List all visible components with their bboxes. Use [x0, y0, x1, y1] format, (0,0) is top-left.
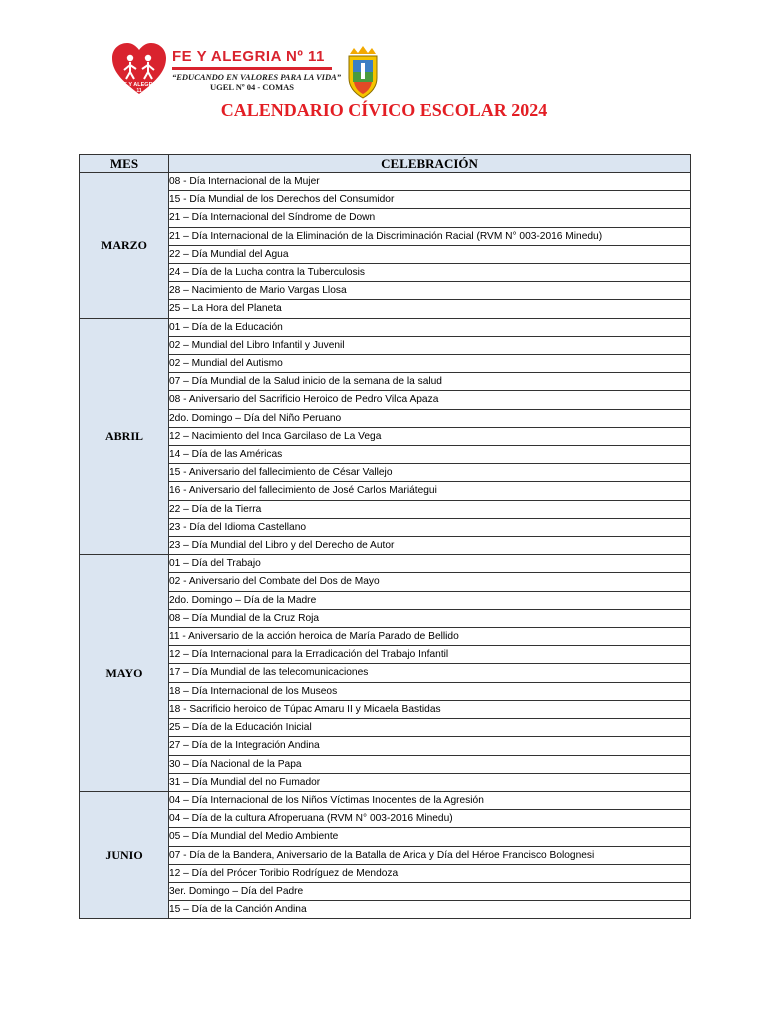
table-header-row — [80, 155, 691, 173]
event-cell: 12 – Día Internacional para la Erradicación del Trabajo Infantil — [169, 646, 691, 664]
event-cell: 08 – Día Mundial de la Cruz Roja — [169, 609, 691, 627]
table-row — [80, 791, 691, 809]
table-row — [80, 828, 691, 846]
event-cell: 21 – Día Internacional de la Eliminación de la Discriminación Racial (RVM N° 003-2016 Minedu) — [169, 227, 691, 245]
column-header-mes: MES — [80, 155, 169, 173]
table-row — [80, 664, 691, 682]
page-header — [0, 0, 768, 150]
table-row — [80, 191, 691, 209]
column-header-celebracion: CELEBRACIÓN — [169, 155, 691, 173]
event-cell: 05 – Día Mundial del Medio Ambiente — [169, 828, 691, 846]
event-cell: 01 – Día del Trabajo — [169, 555, 691, 573]
logo-number: 11 — [136, 88, 142, 94]
table-row — [80, 700, 691, 718]
event-cell: 23 - Día del Idioma Castellano — [169, 518, 691, 536]
fe-y-alegria-heart-logo — [110, 42, 168, 96]
event-cell: 31 – Día Mundial del no Fumador — [169, 773, 691, 791]
table-row — [80, 446, 691, 464]
event-cell: 02 – Mundial del Libro Infantil y Juvenil — [169, 336, 691, 354]
table-row — [80, 646, 691, 664]
table-row — [80, 409, 691, 427]
table-row — [80, 391, 691, 409]
table-body — [80, 173, 691, 919]
table-row — [80, 227, 691, 245]
event-cell: 17 – Día Mundial de las telecomunicaciones — [169, 664, 691, 682]
event-cell: 22 – Día Mundial del Agua — [169, 245, 691, 263]
month-cell: JUNIO — [80, 791, 169, 918]
table-row — [80, 537, 691, 555]
table-row — [80, 355, 691, 373]
event-cell: 30 – Día Nacional de la Papa — [169, 755, 691, 773]
table-row — [80, 737, 691, 755]
event-cell: 02 - Aniversario del Combate del Dos de Mayo — [169, 573, 691, 591]
table-row — [80, 336, 691, 354]
table-row — [80, 573, 691, 591]
table-row — [80, 555, 691, 573]
logo-divider — [172, 67, 332, 70]
table-row — [80, 245, 691, 263]
table-row — [80, 482, 691, 500]
table-row — [80, 209, 691, 227]
table-row — [80, 427, 691, 445]
school-name: FE Y ALEGRIA Nº 11 — [172, 48, 325, 65]
page-title: CALENDARIO CÍVICO ESCOLAR 2024 — [220, 100, 548, 120]
school-crest-icon — [344, 44, 382, 100]
event-cell: 08 - Día Internacional de la Mujer — [169, 173, 691, 191]
event-cell: 14 – Día de las Américas — [169, 446, 691, 464]
table-row — [80, 628, 691, 646]
table-row — [80, 173, 691, 191]
event-cell: 18 - Sacrificio heroico de Túpac Amaru II y Micaela Bastidas — [169, 700, 691, 718]
table-row — [80, 682, 691, 700]
event-cell: 16 - Aniversario del fallecimiento de José Carlos Mariátegui — [169, 482, 691, 500]
table-row — [80, 518, 691, 536]
table-row — [80, 846, 691, 864]
table-row — [80, 773, 691, 791]
event-cell: 2do. Domingo – Día de la Madre — [169, 591, 691, 609]
logo-text: FE Y ALEGRIA — [119, 82, 159, 88]
event-cell: 3er. Domingo – Día del Padre — [169, 882, 691, 900]
ugel-label: UGEL Nº 04 - COMAS — [209, 82, 295, 92]
school-identity — [172, 48, 342, 92]
table-row — [80, 591, 691, 609]
table-row — [80, 901, 691, 919]
event-cell: 22 – Día de la Tierra — [169, 500, 691, 518]
event-cell: 04 – Día de la cultura Afroperuana (RVM N° 003-2016 Minedu) — [169, 810, 691, 828]
event-cell: 07 - Día de la Bandera, Aniversario de la Batalla de Arica y Día del Héroe Francisco Bolognesi — [169, 846, 691, 864]
event-cell: 11 - Aniversario de la acción heroica de María Parado de Bellido — [169, 628, 691, 646]
event-cell: 01 – Día de la Educación — [169, 318, 691, 336]
table-row — [80, 864, 691, 882]
event-cell: 23 – Día Mundial del Libro y del Derecho de Autor — [169, 537, 691, 555]
event-cell: 04 – Día Internacional de los Niños Víctimas Inocentes de la Agresión — [169, 791, 691, 809]
event-cell: 2do. Domingo – Día del Niño Peruano — [169, 409, 691, 427]
table-row — [80, 882, 691, 900]
event-cell: 27 – Día de la Integración Andina — [169, 737, 691, 755]
event-cell: 21 – Día Internacional del Síndrome de Down — [169, 209, 691, 227]
month-cell: MAYO — [80, 555, 169, 792]
event-cell: 15 – Día de la Canción Andina — [169, 901, 691, 919]
month-cell: MARZO — [80, 173, 169, 319]
table-row — [80, 755, 691, 773]
event-cell: 12 – Nacimiento del Inca Garcilaso de La Vega — [169, 427, 691, 445]
event-cell: 07 – Día Mundial de la Salud inicio de la semana de la salud — [169, 373, 691, 391]
event-cell: 02 – Mundial del Autismo — [169, 355, 691, 373]
event-cell: 08 - Aniversario del Sacrificio Heroico de Pedro Vilca Apaza — [169, 391, 691, 409]
month-cell: ABRIL — [80, 318, 169, 555]
table-row — [80, 300, 691, 318]
table-row — [80, 464, 691, 482]
civic-calendar-table — [79, 154, 691, 919]
event-cell: 12 – Día del Prócer Toribio Rodríguez de Mendoza — [169, 864, 691, 882]
event-cell: 15 - Aniversario del fallecimiento de César Vallejo — [169, 464, 691, 482]
table-row — [80, 500, 691, 518]
table-row — [80, 719, 691, 737]
table-row — [80, 373, 691, 391]
event-cell: 24 – Día de la Lucha contra la Tuberculosis — [169, 264, 691, 282]
event-cell: 25 – Día de la Educación Inicial — [169, 719, 691, 737]
table-row — [80, 282, 691, 300]
table-row — [80, 609, 691, 627]
school-motto: “EDUCANDO EN VALORES PARA LA VIDA” — [172, 72, 342, 82]
table-row — [80, 318, 691, 336]
event-cell: 25 – La Hora del Planeta — [169, 300, 691, 318]
table-row — [80, 264, 691, 282]
event-cell: 18 – Día Internacional de los Museos — [169, 682, 691, 700]
table-row — [80, 810, 691, 828]
event-cell: 28 – Nacimiento de Mario Vargas Llosa — [169, 282, 691, 300]
event-cell: 15 - Día Mundial de los Derechos del Consumidor — [169, 191, 691, 209]
